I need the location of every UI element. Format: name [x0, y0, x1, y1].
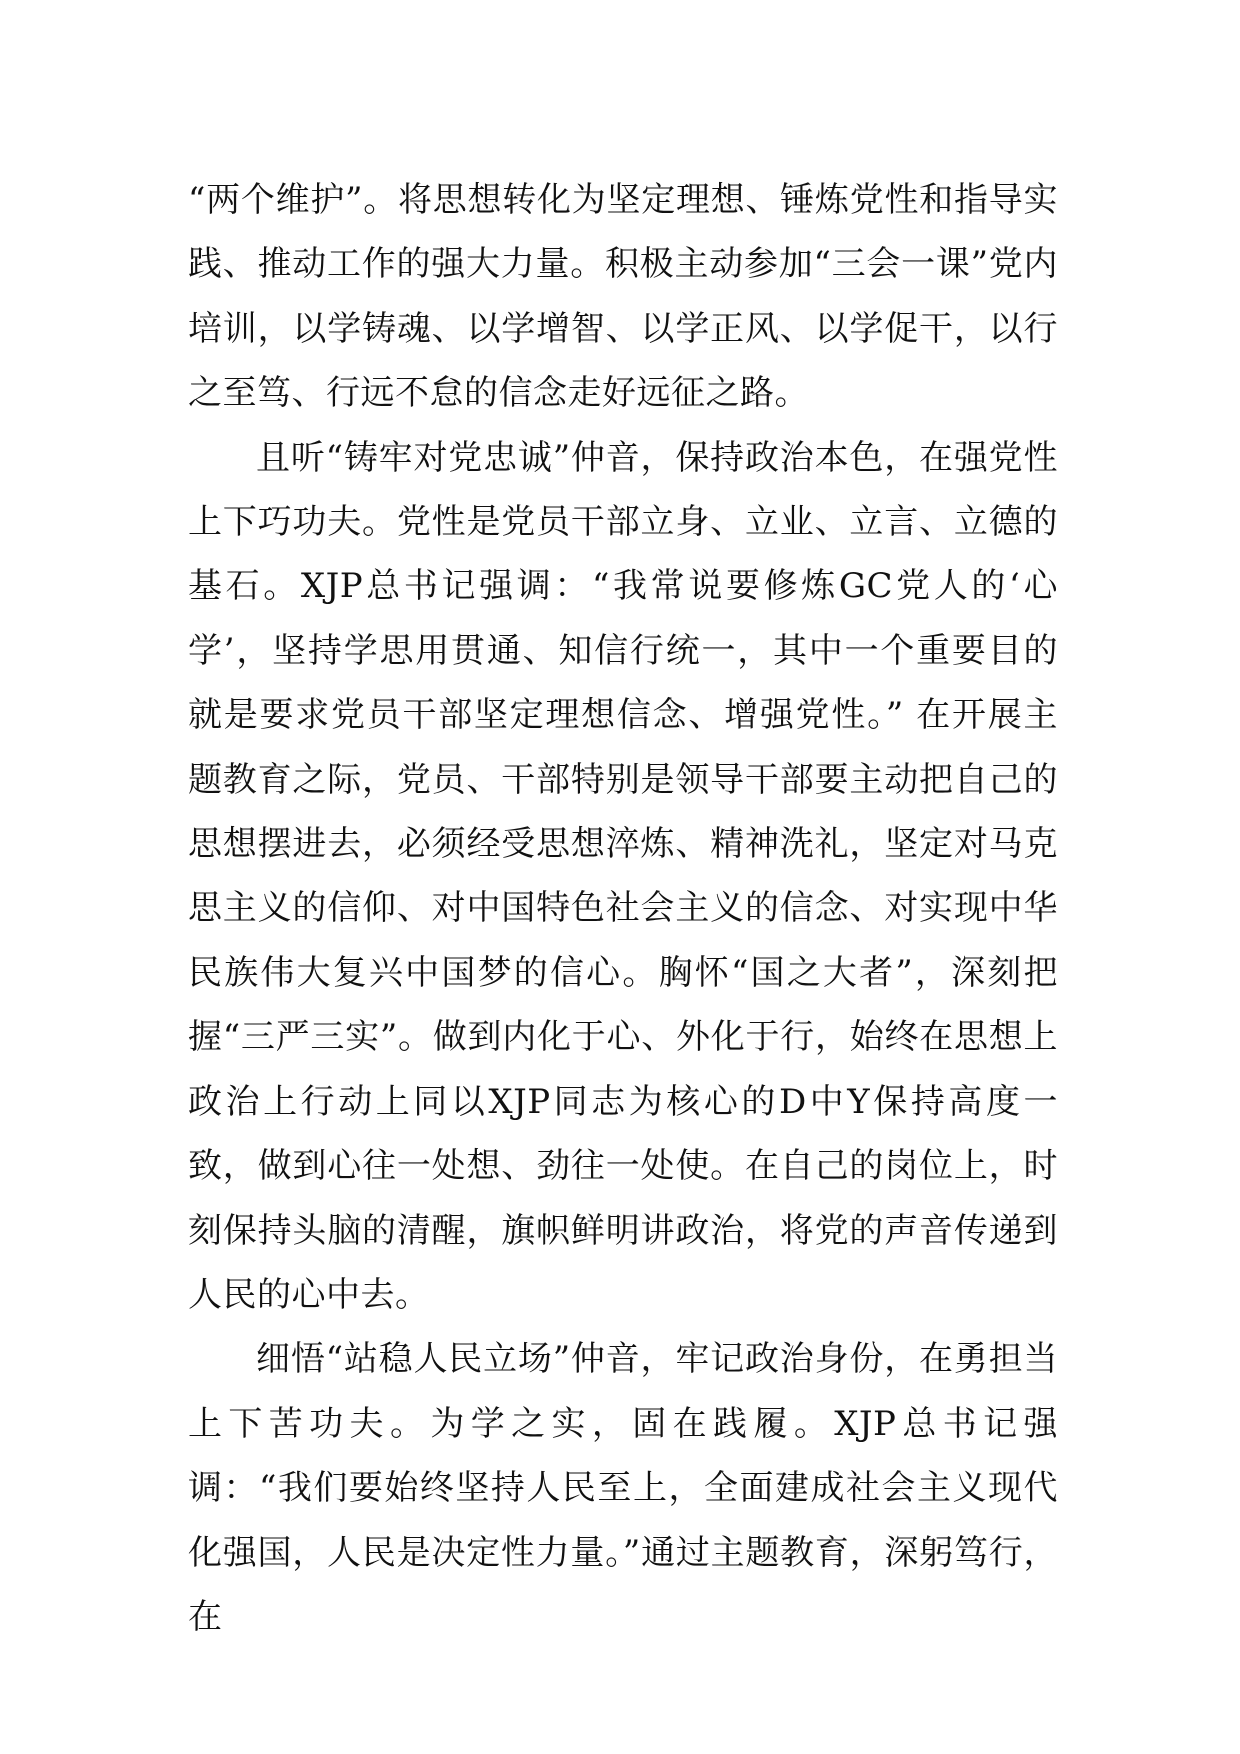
paragraph-party-loyalty: 且听“铸牢对党忠诚”仲音，保持政治本色，在强党性上下巧功夫。党性是党员干部立身、立业、立言、立德的基石。XJP总书记强调：“我常说要修炼GC党人的‘心学’，坚持学思用贯通、知信行统一，其中一个重要目的就是要求党员干部坚定理想信念、增强党性。” 在开展主题教育之际，党员、干部特别是领导干部要主动把自己的思想摆进去，必须经受思想淬炼、精神洗礼，坚定对马克思主义的信仰、对中国特色社会主义的信念、对实现中华民族伟大复兴中国梦的信心。胸怀“国之大者”，深刻把握“三严三实”。做到内化于心、外化于行，始终在思想上政治上行动上同以XJP同志为核心的D中Y保持高度一致，做到心往一处想、劲往一处使。在自己的岗位上，时刻保持头脑的清醒，旗帜鲜明讲政治，将党的声音传递到人民的心中去。: [188, 437, 1058, 1315]
body-text: [188, 168, 1058, 1649]
paragraph-people-stance: 细悟“站稳人民立场”仲音，牢记政治身份，在勇担当上下苦功夫。为学之实，固在践履。XJP总书记强调：“我们要始终坚持人民至上，全面建成社会主义现代化强国，人民是决定性力量。”通过主题教育，深躬笃行，在: [188, 1339, 1058, 1637]
paragraph-continuation: “两个维护”。将思想转化为坚定理想、锤炼党性和指导实践、推动工作的强大力量。积极主动参加“三会一课”党内培训，以学铸魂、以学增智、以学正风、以学促干，以行之至笃、行远不怠的信念走好远征之路。: [188, 180, 1058, 414]
